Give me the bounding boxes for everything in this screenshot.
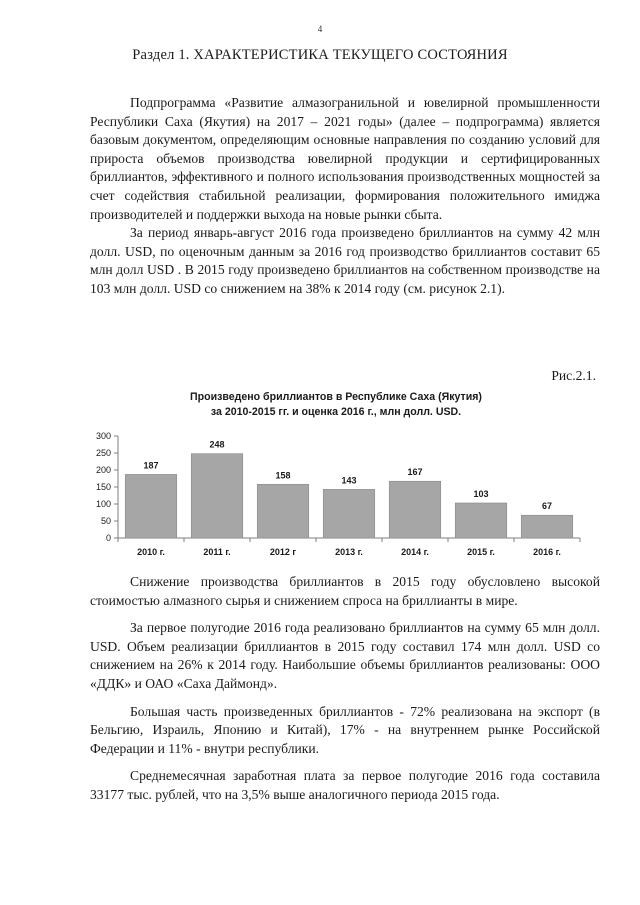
bar	[125, 474, 176, 538]
paragraph: Снижение производства бриллиантов в 2015 году обусловлено высокой стоимостью алмазного сырья и снижением спроса на бриллианты в мире.	[90, 574, 600, 608]
x-tick-label: 2014 г.	[401, 547, 429, 557]
paragraph: Среднемесячная заработная плата за первое полугодие 2016 года составила 33177 тыс. рублей, что на 3,5% выше аналогичного периода 2015 года.	[90, 768, 600, 802]
bar-data-label: 67	[541, 501, 553, 512]
bar-data-label: 103	[473, 488, 489, 499]
y-tick-label: 100	[95, 499, 111, 509]
y-tick-label: 50	[100, 516, 111, 526]
chart-title	[86, 390, 586, 420]
chart-title-line: Произведено бриллиантов в Республике Саха (Якутия)	[190, 391, 482, 403]
bar	[257, 484, 308, 538]
y-tick-label: 200	[95, 465, 111, 475]
y-tick-label: 0	[105, 533, 111, 543]
x-tick-label: 2015 г.	[467, 547, 495, 557]
bar	[191, 454, 242, 538]
x-tick-label: 2016 г.	[533, 547, 561, 557]
x-tick-label: 2011 г.	[203, 547, 231, 557]
bar-data-label: 248	[209, 439, 225, 450]
bar-data-label: 187	[143, 460, 159, 471]
y-tick-label: 150	[95, 482, 111, 492]
bar	[455, 503, 506, 538]
paragraph: Подпрограмма «Развитие алмазогранильной и ювелирной промышленности Республики Саха (Якутия) на 2017 – 2021 годы» (далее – подпрограмма) является базовым документом, определяющим основные направления по созданию условий для прироста объемов производства ювелирной продукции и сертифицированных бриллиантов, эффективного и полного использования производственных мощностей за счет содействия стабильной реализации, формирования положительного имиджа производителей и поддержки выхода на новые рынки сбыта.	[90, 95, 600, 222]
page-number: 4	[317, 24, 323, 34]
bar	[521, 515, 572, 538]
chart-title-line: за 2010-2015 гг. и оценка 2016 г., млн долл. USD.	[210, 406, 462, 418]
paragraph: За период январь-август 2016 года произведено бриллиантов на сумму 42 млн долл. USD, по оценочным данным за 2016 год производство бриллиантов составит 65 млн долл USD . В 2015 году произведено бриллиантов на собственном производстве на 103 млн долл. USD со снижением на 38% к 2014 году (см. рисунок 2.1).	[90, 225, 600, 296]
bar	[389, 481, 440, 538]
chart-plot	[86, 426, 586, 566]
x-tick-label: 2012 г	[269, 547, 297, 557]
y-tick-label: 300	[95, 431, 111, 441]
bar-chart	[86, 390, 586, 568]
x-tick-label: 2010 г.	[137, 547, 165, 557]
analysis-text	[90, 573, 600, 805]
bar-data-label: 167	[407, 467, 423, 478]
paragraph: Большая часть произведенных бриллиантов - 72% реализована на экспорт (в Бельгию, Израиль, Японию и Китай), 17% - на внутреннем рынке Российской Федерации и 11% - внутри республики.	[90, 703, 600, 756]
bar-data-label: 143	[341, 475, 357, 486]
figure-label: Рис.2.1.	[551, 368, 596, 383]
x-tick-label: 2013 г.	[335, 547, 363, 557]
intro-text	[90, 94, 600, 299]
bar-data-label: 158	[275, 470, 291, 481]
paragraph: За первое полугодие 2016 года реализовано бриллиантов на сумму 65 млн долл. USD. Объем реализации бриллиантов в 2015 году составил 174 млн долл. USD со снижением на 26% к 2014 году. Наибольшие объемы бриллиантов реализованы: ООО «ДДК» и ОАО «Саха Даймонд».	[90, 620, 600, 691]
y-tick-label: 250	[95, 448, 111, 458]
section-title: Раздел 1. ХАРАКТЕРИСТИКА ТЕКУЩЕГО СОСТОЯНИЯ	[132, 47, 508, 63]
bar	[323, 489, 374, 538]
